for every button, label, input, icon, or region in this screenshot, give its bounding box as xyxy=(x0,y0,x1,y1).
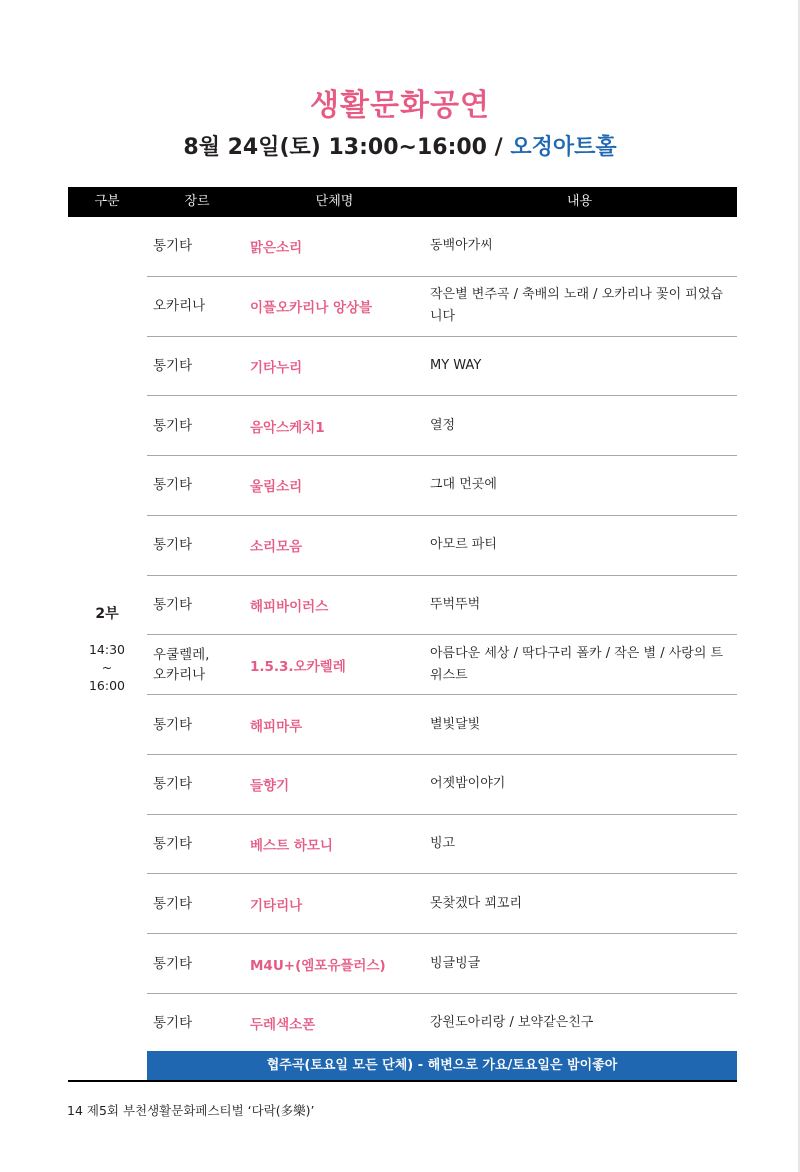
table-row xyxy=(147,217,737,277)
row-team: 음악스케치1 xyxy=(250,419,325,436)
row-content: 작은별 변주곡 / 축배의 노래 / 오카리나 꽃이 피었습니다 xyxy=(430,287,723,325)
header-part: 구분 xyxy=(94,194,120,209)
row-content: MY WAY xyxy=(430,357,482,373)
row-team: 두레색소폰 xyxy=(250,1017,316,1034)
table-header xyxy=(68,187,737,217)
part-time xyxy=(68,641,146,695)
table-row xyxy=(147,755,737,815)
row-genre: 통기타 xyxy=(153,477,193,494)
table-row xyxy=(147,277,737,337)
row-genre: 통기타 xyxy=(153,836,193,853)
finale-banner: 협주곡(토요일 모든 단체) - 해변으로 가요/토요일은 밤이좋아 xyxy=(147,1051,737,1081)
time-separator: ~ xyxy=(101,660,113,675)
row-genre: 통기타 xyxy=(153,1015,193,1032)
row-team: 소리모음 xyxy=(250,539,303,556)
time-start: 14:30 xyxy=(88,642,126,657)
row-team: 베스트 하모니 xyxy=(250,838,333,855)
row-genre: 통기타 xyxy=(153,955,193,972)
table-row xyxy=(147,396,737,456)
row-team: 맑은소리 xyxy=(250,240,303,257)
page-subtitle xyxy=(0,130,800,161)
row-team: 해피마루 xyxy=(250,718,303,735)
table-row xyxy=(147,576,737,636)
row-genre: 통기타 xyxy=(153,537,193,554)
event-venue: 오정아트홀 xyxy=(510,135,617,160)
row-team: 들향기 xyxy=(250,778,290,795)
row-content: 동백아가씨 xyxy=(430,238,493,254)
time-end: 16:00 xyxy=(88,678,126,693)
header-content: 내용 xyxy=(566,194,593,209)
row-content: 그대 먼곳에 xyxy=(430,477,497,493)
row-genre: 통기타 xyxy=(153,357,193,374)
table-row xyxy=(147,874,737,934)
part-label: 2부 xyxy=(95,606,119,622)
page-title: 생활문화공연 xyxy=(310,88,490,123)
row-content: 빙고 xyxy=(430,836,456,852)
row-team: 기타누리 xyxy=(250,359,303,376)
row-genre: 통기타 xyxy=(153,417,193,434)
table-row xyxy=(147,516,737,576)
row-team: 이플오카리나 앙상블 xyxy=(250,300,373,317)
row-content: 어젯밤이야기 xyxy=(430,776,506,792)
row-content: 아름다운 세상 / 딱다구리 폴카 / 작은 별 / 사랑의 트위스트 xyxy=(430,645,724,683)
page-footer: 14 제5회 부천생활문화페스티벌 ‘다락(多樂)’ xyxy=(67,1103,315,1118)
row-team: 1.5.3.오카렐레 xyxy=(250,658,346,675)
row-genre: 통기타 xyxy=(153,596,193,613)
row-genre: 오카리나 xyxy=(153,298,206,315)
part-cell xyxy=(68,603,146,695)
table-bottom-rule xyxy=(68,1080,737,1082)
row-genre: 통기타 xyxy=(153,238,193,255)
row-content: 별빛달빛 xyxy=(430,716,481,732)
row-team: 울림소리 xyxy=(250,479,303,496)
event-date: 8월 24일(토) 13:00~16:00 / xyxy=(183,135,511,160)
row-content: 못찾겠다 꾀꼬리 xyxy=(430,895,523,911)
table-row xyxy=(147,934,737,994)
row-team: 해피바이러스 xyxy=(250,598,329,615)
table-body xyxy=(147,217,737,1054)
row-content: 뚜벅뚜벅 xyxy=(430,596,481,612)
row-content: 열정 xyxy=(430,417,456,433)
header-genre: 장르 xyxy=(184,194,210,209)
table-row xyxy=(147,815,737,875)
table-row xyxy=(147,695,737,755)
table-row xyxy=(147,456,737,516)
row-genre: 통기타 xyxy=(153,895,193,912)
row-content: 강원도아리랑 / 보약같은친구 xyxy=(430,1015,594,1031)
row-team: 기타리나 xyxy=(250,897,303,914)
header-team: 단체명 xyxy=(315,194,354,209)
table-row xyxy=(147,337,737,397)
row-team: M4U+(엠포유플러스) xyxy=(250,957,386,974)
row-genre: 통기타 xyxy=(153,776,193,793)
row-genre: 통기타 xyxy=(153,716,193,733)
row-genre: 우쿨렐레, 오카리나 xyxy=(153,646,210,683)
row-content: 빙글빙글 xyxy=(430,955,481,971)
table-row xyxy=(147,635,737,695)
row-content: 아모르 파티 xyxy=(430,537,497,553)
table-row xyxy=(147,994,737,1054)
